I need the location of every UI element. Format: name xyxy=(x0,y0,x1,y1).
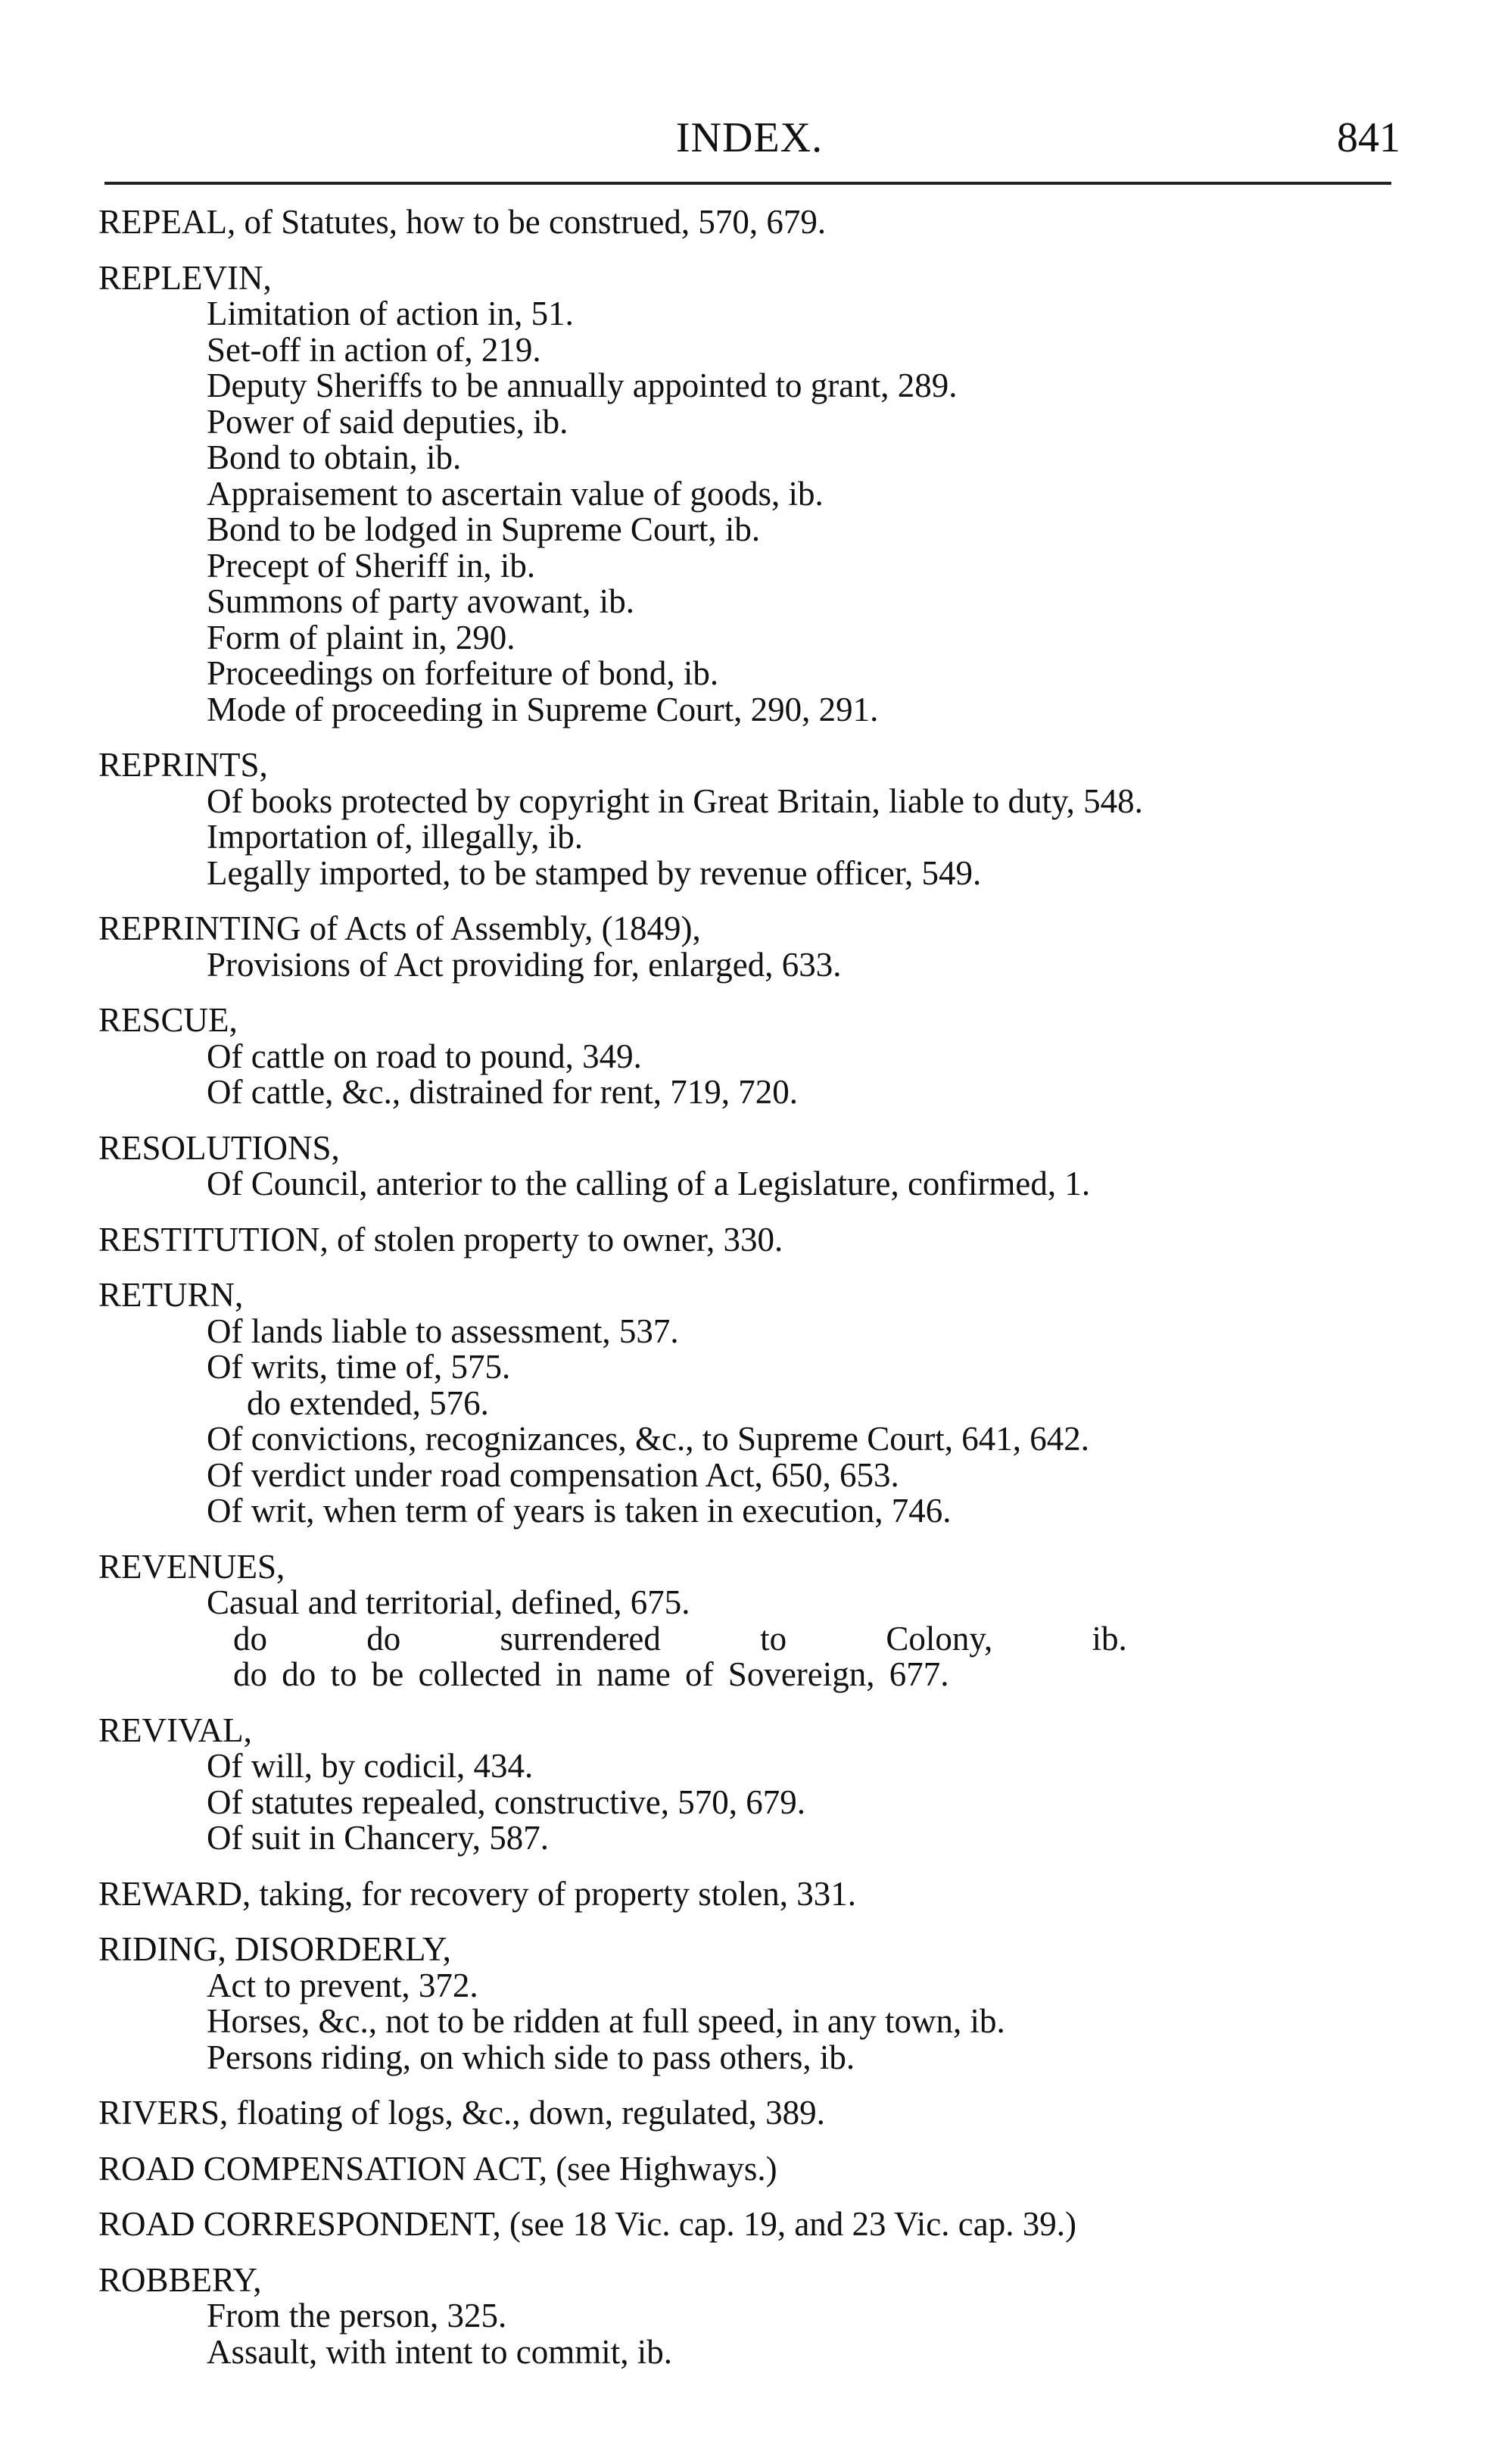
header-rule xyxy=(104,182,1391,185)
entry-heading: REVIVAL, xyxy=(98,1711,252,1749)
index-entry-reward xyxy=(98,1876,1400,1913)
entry-heading: RETURN, xyxy=(98,1276,244,1314)
entry-subitem: Assault, with intent to commit, ib. xyxy=(207,2332,672,2371)
entry-subitem: Of cattle, &c., distrained for rent, 719, 720. xyxy=(207,1073,799,1111)
entry-subitem: Precept of Sheriff in, ib. xyxy=(207,546,536,585)
entry-heading: REWARD, taking, for recovery of property stolen, 331. xyxy=(98,1874,857,1913)
index-entry-reprinting xyxy=(98,911,1400,983)
entry-subitem: do do surrendered to Colony, ib. xyxy=(233,1619,1127,1658)
entry-heading: REPLEVIN, xyxy=(98,258,272,297)
entry-subitem: Proceedings on forfeiture of bond, ib. xyxy=(207,654,719,692)
entry-subitem: do do to be collected in name of Sovereign, 677. xyxy=(233,1655,949,1693)
entry-subitem: From the person, 325. xyxy=(207,2297,507,2335)
entry-heading: RIDING, DISORDERLY, xyxy=(98,1930,451,1968)
entry-heading: ROBBERY, xyxy=(98,2260,262,2299)
entry-subitem: Persons riding, on which side to pass others, ib. xyxy=(207,2038,855,2076)
entry-subitem: Act to prevent, 372. xyxy=(207,1966,478,2004)
entry-subitem: Of books protected by copyright in Great Britain, liable to duty, 548. xyxy=(207,781,1143,820)
entry-subitem: Summons of party avowant, ib. xyxy=(207,582,634,620)
entry-subitem: Bond to be lodged in Supreme Court, ib. xyxy=(207,510,761,548)
index-entry-rescue xyxy=(98,1003,1400,1111)
page-number: 841 xyxy=(1337,114,1400,161)
entry-heading: RESOLUTIONS, xyxy=(98,1128,340,1167)
index-entry-return xyxy=(98,1277,1400,1530)
entry-subitem: Of suit in Chancery, 587. xyxy=(207,1819,549,1857)
entry-subitem: Importation of, illegally, ib. xyxy=(207,818,583,856)
entry-subitem: Of convictions, recognizances, &c., to Supreme Court, 641, 642. xyxy=(207,1420,1089,1458)
index-entry-replevin xyxy=(98,260,1400,728)
entry-subitem: Of writ, when term of years is taken in execution, 746. xyxy=(207,1492,952,1530)
index-entry-robbery xyxy=(98,2260,1400,2371)
entry-subitem: Appraisement to ascertain value of goods, ib. xyxy=(207,474,824,513)
entry-subitem: Horses, &c., not to be ridden at full speed, in any town, ib. xyxy=(207,2002,1005,2040)
index-entry-repeal xyxy=(98,204,1400,241)
entry-subitem: Form of plaint in, 290. xyxy=(207,618,516,657)
entry-subitem: Mode of proceeding in Supreme Court, 290, 291. xyxy=(207,690,879,728)
entry-heading: REPRINTING of Acts of Assembly, (1849), xyxy=(98,909,701,947)
entry-heading: RESTITUTION, of stolen property to owner, 330. xyxy=(98,1220,783,1259)
index-entries xyxy=(98,204,1400,2390)
entry-subitem: Provisions of Act providing for, enlarged, 633. xyxy=(207,945,842,984)
index-entry-rivers xyxy=(98,2095,1400,2132)
entry-heading: ROAD CORRESPONDENT, (see 18 Vic. cap. 19, and 23 Vic. cap. 39.) xyxy=(98,2205,1076,2243)
entry-subitem: Bond to obtain, ib. xyxy=(207,438,462,476)
index-entry-reprints xyxy=(98,747,1400,891)
index-entry-revival xyxy=(98,1713,1400,1857)
entry-subitem: do extended, 576. xyxy=(247,1383,489,1422)
index-entry-restitution xyxy=(98,1222,1400,1259)
index-entry-resolutions xyxy=(98,1128,1400,1202)
entry-subitem: Of verdict under road compensation Act, 650, 653. xyxy=(207,1455,899,1494)
entry-subitem: Legally imported, to be stamped by revenue officer, 549. xyxy=(207,853,982,892)
index-entry-riding xyxy=(98,1932,1400,2076)
entry-subitem: Set-off in action of, 219. xyxy=(207,330,541,369)
entry-subitem: Power of said deputies, ib. xyxy=(207,402,568,441)
index-entry-revenues xyxy=(98,1549,1400,1693)
running-title: INDEX. xyxy=(675,114,824,161)
index-entry-road-correspondent xyxy=(98,2207,1400,2243)
entry-subitem: Of writs, time of, 575. xyxy=(207,1348,511,1386)
entry-subitem: Of Council, anterior to the calling of a Legislature, confirmed, 1. xyxy=(207,1165,1091,1202)
entry-heading: RIVERS, floating of logs, &c., down, regulated, 389. xyxy=(98,2094,825,2132)
entry-subitem: Deputy Sheriffs to be annually appointed to grant, 289. xyxy=(207,366,958,404)
entry-heading: RESCUE, xyxy=(98,1001,238,1039)
index-entry-road-compensation xyxy=(98,2151,1400,2188)
entry-heading: REPRINTS, xyxy=(98,746,268,784)
entry-heading: ROAD COMPENSATION ACT, (see Highways.) xyxy=(98,2149,777,2188)
entry-heading: REVENUES, xyxy=(98,1547,285,1586)
entry-subitem: Of statutes repealed, constructive, 570, 679. xyxy=(207,1783,806,1821)
entry-subitem: Of cattle on road to pound, 349. xyxy=(207,1037,642,1075)
entry-subitem: Casual and territorial, defined, 675. xyxy=(207,1583,690,1621)
entry-subitem: Of lands liable to assessment, 537. xyxy=(207,1312,679,1350)
page-header xyxy=(98,114,1400,174)
entry-subitem: Limitation of action in, 51. xyxy=(207,295,574,332)
entry-subitem: Of will, by codicil, 434. xyxy=(207,1747,534,1785)
entry-heading: REPEAL, of Statutes, how to be construed, 570, 679. xyxy=(98,203,827,241)
